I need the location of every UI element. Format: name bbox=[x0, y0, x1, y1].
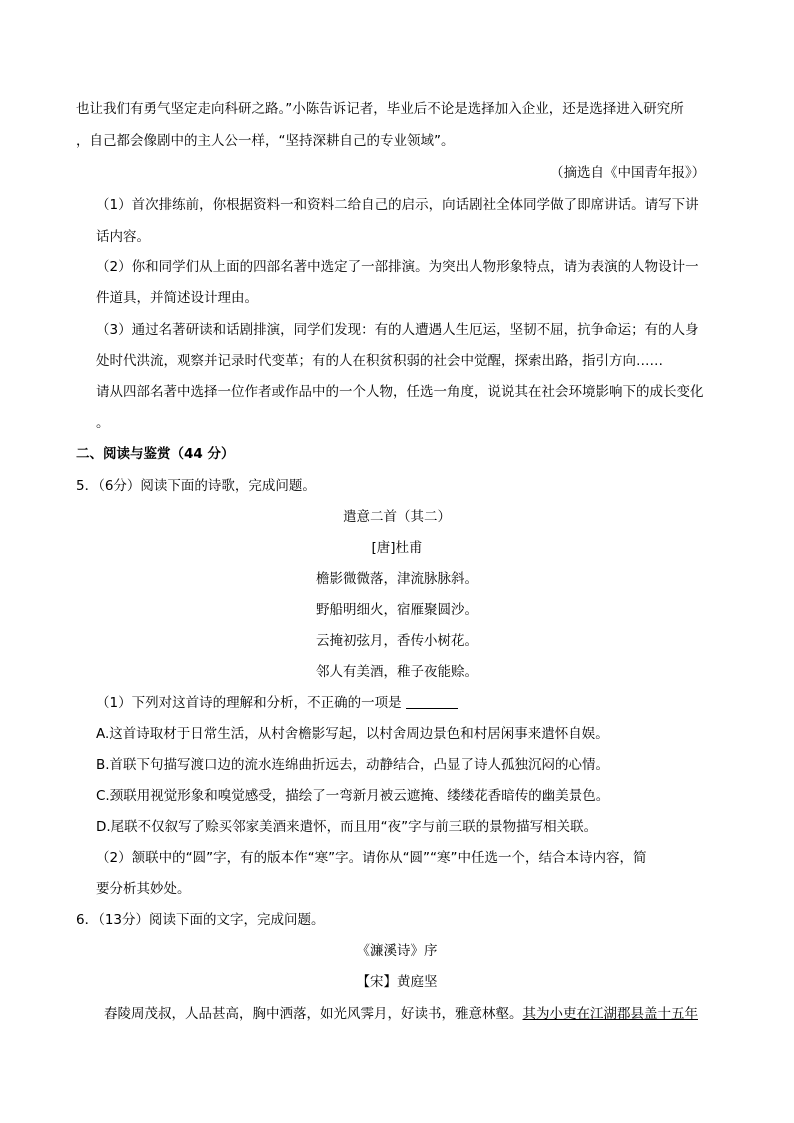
poem-line: 檐影微微落，津流脉脉斜。 bbox=[316, 571, 478, 587]
q6-stem: 6．（13分）阅读下面的文字，完成问题。 bbox=[76, 912, 325, 928]
q5-sub2-cont: 要分析其妙处。 bbox=[96, 881, 191, 897]
q6-text-underlined: 其为小吏在江湖郡县盖十五年 bbox=[522, 1006, 698, 1022]
source-citation: （摘选自《中国青年报》） bbox=[550, 165, 706, 181]
q5-sub1 bbox=[96, 693, 458, 713]
poem-author: [唐]杜甫 bbox=[371, 540, 423, 556]
option-b: B.首联下句描写渡口边的流水连绵曲折远去，动静结合，凸显了诗人孤独沉闷的心情。 bbox=[96, 757, 610, 773]
q4-sub2-cont: 件道具，并简述设计理由。 bbox=[96, 290, 258, 306]
q4-sub3-cont: 处时代洪流，观察并记录时代变革；有的人在积贫积弱的社会中觉醒，探索出路，指引方向…… bbox=[96, 353, 663, 369]
q4-sub1-cont: 话内容。 bbox=[96, 229, 150, 245]
passage-line: ，自己都会像剧中的主人公一样，“坚持深耕自己的专业领域”。 bbox=[76, 133, 455, 149]
passage-line: 也让我们有勇气坚定走向科研之路。”小陈告诉记者，毕业后不论是选择加入企业，还是选择进入研究所 bbox=[76, 101, 684, 117]
option-c: C.颈联用视觉形象和嗅觉感受，描绘了一弯新月被云遮掩、缕缕花香暗传的幽美景色。 bbox=[96, 788, 610, 804]
q6-text-plain: 舂陵周茂叔，人品甚高，胸中洒落，如光风霁月，好读书，雅意林壑。 bbox=[104, 1006, 523, 1022]
q4-sub2: （2）你和同学们从上面的四部名著中选定了一部排演。为突出人物形象特点，请为表演的人物设计一 bbox=[96, 259, 699, 275]
answer-blank[interactable] bbox=[406, 694, 458, 709]
poem-title: 遣意二首（其二） bbox=[343, 509, 451, 525]
q6-author: 【宋】黄庭坚 bbox=[356, 974, 438, 990]
q5-sub2: （2）颔联中的“圆”字，有的版本作“寒”字。请你从“圆”“寒”中任选一个，结合本诗内容，简 bbox=[96, 850, 647, 866]
option-d: D.尾联不仅叙写了赊买邻家美酒来遣怀，而且用“夜”字与前三联的景物描写相关联。 bbox=[96, 819, 598, 835]
q4-sub1: （1）首次排练前，你根据资料一和资料二给自己的启示，向话剧社全体同学做了即席讲话。请写下讲 bbox=[96, 197, 699, 213]
q4-sub3-end: 。 bbox=[96, 415, 110, 431]
poem-line: 云掩初弦月，香传小树花。 bbox=[316, 633, 478, 649]
q4-sub3-task: 请从四部名著中选择一位作者或作品中的一个人物，任选一角度，说说其在社会环境影响下的成长变化 bbox=[96, 384, 704, 400]
poem-line: 邻人有美酒，稚子夜能赊。 bbox=[316, 664, 478, 680]
q4-sub3: （3）通过名著研读和话剧排演，同学们发现：有的人遭遇人生厄运，坚韧不屈，抗争命运；有的人身 bbox=[96, 322, 699, 338]
q5-sub1-text: （1）下列对这首诗的理解和分析，不正确的一项是 bbox=[96, 695, 402, 711]
option-a: A.这首诗取材于日常生活，从村舍檐影写起，以村舍周边景色和村居闲事来遣怀自娱。 bbox=[96, 726, 609, 742]
poem-line: 野船明细火，宿雁聚圆沙。 bbox=[316, 602, 478, 618]
q5-stem: 5．（6分）阅读下面的诗歌，完成问题。 bbox=[76, 478, 316, 494]
section-heading: 二、阅读与鉴赏（44 分） bbox=[76, 446, 235, 462]
q6-text bbox=[104, 1004, 698, 1024]
q6-title: 《濂溪诗》序 bbox=[356, 943, 438, 959]
